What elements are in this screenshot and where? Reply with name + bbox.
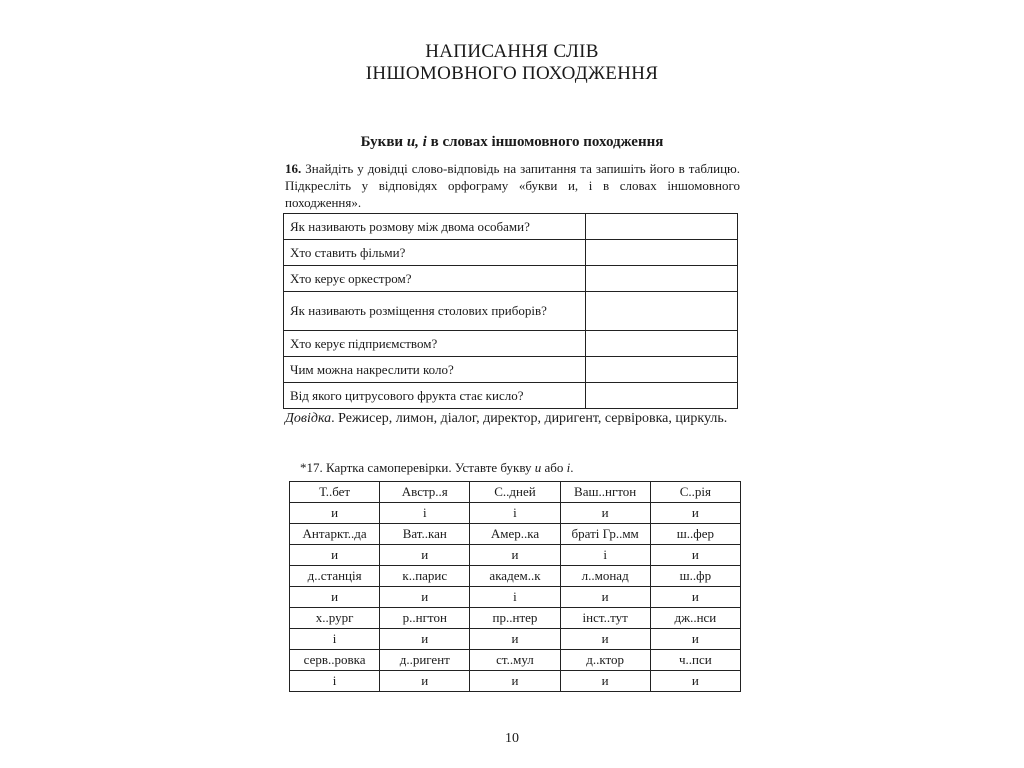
question-cell: Від якого цитрусового фрукта стає кисло? xyxy=(284,383,586,409)
answer-cell[interactable] xyxy=(585,331,737,357)
question-row xyxy=(284,383,738,409)
word-cell: С..дней xyxy=(470,482,560,503)
task-17-suffix: . xyxy=(570,460,574,475)
letter-cell: и xyxy=(380,587,470,608)
letter-cell: і xyxy=(290,629,380,650)
page-title-line-2: ІНШОМОВНОГО ПОХОДЖЕННЯ xyxy=(365,63,659,84)
answer-cell[interactable] xyxy=(585,383,737,409)
question-row xyxy=(284,357,738,383)
question-cell: Хто керує підприємством? xyxy=(284,331,586,357)
word-cell: Антаркт..да xyxy=(290,524,380,545)
word-cell: Амер..ка xyxy=(470,524,560,545)
task-16-instructions xyxy=(285,160,740,211)
answer-row xyxy=(290,503,741,524)
word-cell: д..ктор xyxy=(560,650,650,671)
word-cell: серв..ровка xyxy=(290,650,380,671)
answer-row xyxy=(290,545,741,566)
answer-cell[interactable] xyxy=(585,292,737,331)
answer-cell[interactable] xyxy=(585,240,737,266)
letter-cell: і xyxy=(380,503,470,524)
letter-cell: і xyxy=(290,671,380,692)
word-cell: ш..фр xyxy=(650,566,740,587)
task-17-letter-2: і xyxy=(566,460,571,475)
answer-cell[interactable] xyxy=(585,357,737,383)
word-cell: академ..к xyxy=(470,566,560,587)
word-cell: С..рія xyxy=(650,482,740,503)
letter-cell: и xyxy=(380,629,470,650)
word-cell: дж..нси xyxy=(650,608,740,629)
task-17-instructions xyxy=(300,460,574,476)
question-cell: Як називають розмову між двома особами? xyxy=(284,214,586,240)
letter-cell: и xyxy=(650,671,740,692)
word-cell: ч..пси xyxy=(650,650,740,671)
section-heading-letters: и, і xyxy=(406,134,427,150)
word-cell: д..станція xyxy=(290,566,380,587)
section-heading xyxy=(0,134,1024,151)
task-17-middle: або xyxy=(541,460,567,475)
page-number: 10 xyxy=(505,731,519,746)
question-row xyxy=(284,292,738,331)
word-row xyxy=(290,608,741,629)
answer-cell[interactable] xyxy=(585,266,737,292)
word-cell: Австр..я xyxy=(380,482,470,503)
letter-cell: и xyxy=(470,629,560,650)
question-row xyxy=(284,214,738,240)
word-cell: х..рург xyxy=(290,608,380,629)
letter-cell: и xyxy=(560,629,650,650)
letter-cell: и xyxy=(470,545,560,566)
section-heading-prefix: Букви xyxy=(360,134,407,150)
letter-cell: и xyxy=(560,503,650,524)
task-17-prefix: *17. Картка самоперевірки. Уставте букву xyxy=(300,460,535,475)
word-cell: інст..тут xyxy=(560,608,650,629)
question-table xyxy=(283,213,738,409)
word-row xyxy=(290,566,741,587)
letter-cell: и xyxy=(470,671,560,692)
answer-row xyxy=(290,671,741,692)
answer-cell[interactable] xyxy=(585,214,737,240)
word-cell: ст..мул xyxy=(470,650,560,671)
letter-cell: і xyxy=(470,503,560,524)
reference-text: . Режисер, лимон, діалог, директор, диригент, сервіровка, циркуль. xyxy=(331,411,728,426)
question-row xyxy=(284,331,738,357)
task-16-text: Знайдіть у довідці слово-відповідь на запитання та запишіть його в таблицю. Підкресліть у відповідях орфограму «букви и, і в словах іншомовного походження». xyxy=(285,161,740,210)
word-cell: пр..нтер xyxy=(470,608,560,629)
letter-cell: и xyxy=(650,587,740,608)
question-cell: Чим можна накреслити коло? xyxy=(284,357,586,383)
question-row xyxy=(284,266,738,292)
reference-label: Довідка xyxy=(285,411,332,426)
letter-cell: и xyxy=(380,671,470,692)
task-16-number: 16. xyxy=(285,161,302,176)
task-17-letter-1: и xyxy=(534,460,542,475)
letter-cell: и xyxy=(290,545,380,566)
word-cell: к..парис xyxy=(380,566,470,587)
letter-cell: і xyxy=(470,587,560,608)
letter-cell: и xyxy=(650,503,740,524)
reference-words xyxy=(285,408,750,429)
letter-cell: и xyxy=(290,503,380,524)
word-cell: браті Гр..мм xyxy=(560,524,650,545)
answer-row xyxy=(290,629,741,650)
word-row xyxy=(290,524,741,545)
page-title-line-1: НАПИСАННЯ СЛІВ xyxy=(425,41,599,62)
word-cell: ш..фер xyxy=(650,524,740,545)
letter-cell: и xyxy=(290,587,380,608)
word-cell: д..ригент xyxy=(380,650,470,671)
letter-cell: и xyxy=(650,629,740,650)
word-cell: Ват..кан xyxy=(380,524,470,545)
letter-cell: и xyxy=(560,587,650,608)
word-cell: Т..бет xyxy=(290,482,380,503)
question-cell: Як називають розміщення столових приборів? xyxy=(284,292,586,331)
answer-row xyxy=(290,587,741,608)
question-row xyxy=(284,240,738,266)
word-row xyxy=(290,650,741,671)
question-cell: Хто ставить фільми? xyxy=(284,240,586,266)
letter-cell: и xyxy=(380,545,470,566)
letter-cell: и xyxy=(650,545,740,566)
question-cell: Хто керує оркестром? xyxy=(284,266,586,292)
letter-cell: і xyxy=(560,545,650,566)
word-cell: Ваш..нгтон xyxy=(560,482,650,503)
section-heading-suffix: в словах іншомовного походження xyxy=(426,134,664,150)
self-check-card-table xyxy=(289,481,741,692)
word-cell: р..нгтон xyxy=(380,608,470,629)
word-cell: л..монад xyxy=(560,566,650,587)
word-row xyxy=(290,482,741,503)
letter-cell: и xyxy=(560,671,650,692)
